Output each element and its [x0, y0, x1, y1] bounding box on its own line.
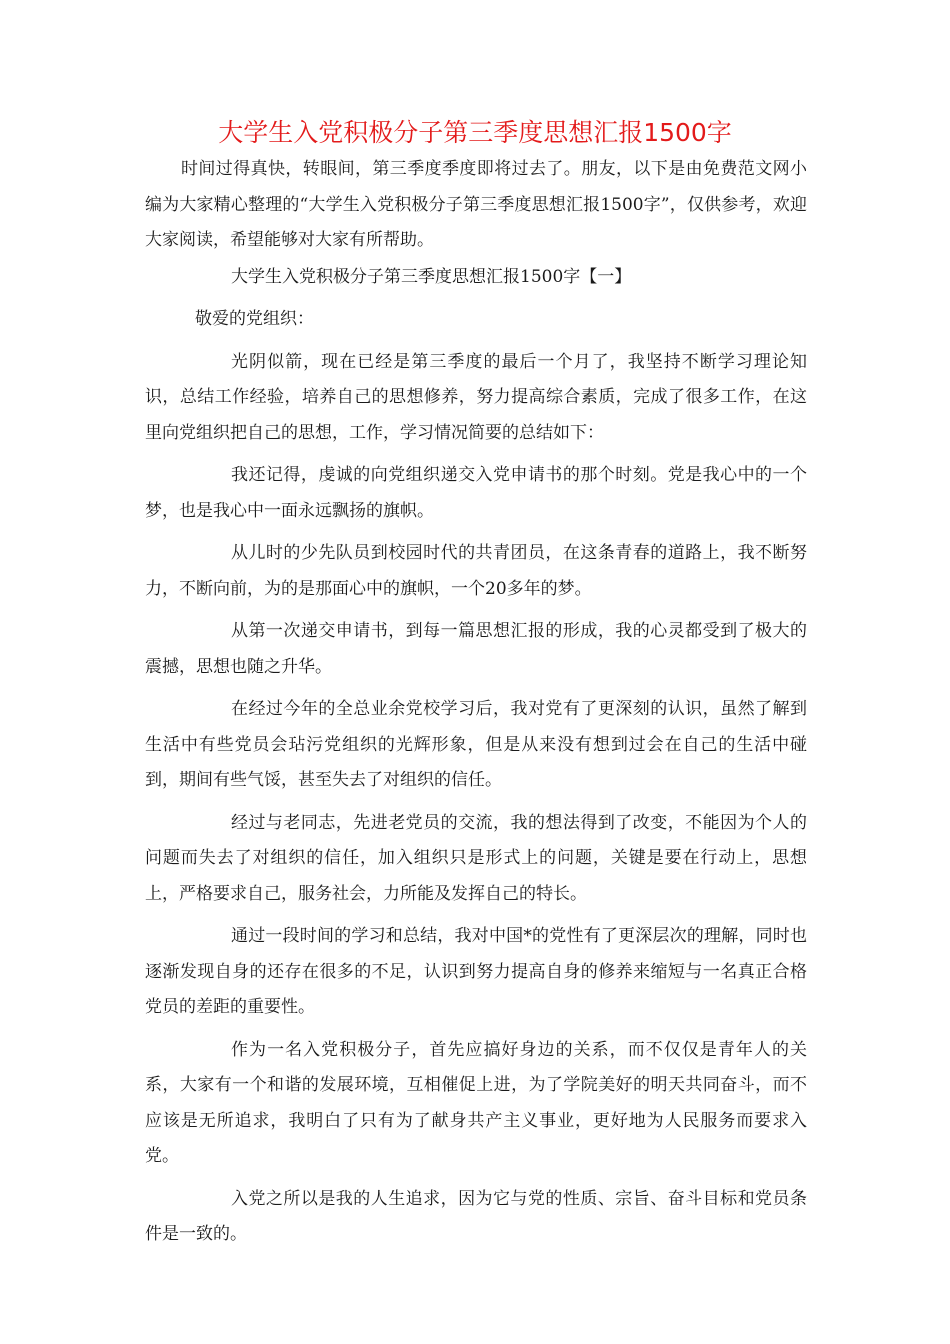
body-paragraph: 在经过今年的全总业余党校学习后，我对党有了更深刻的认识，虽然了解到生活中有些党员会玷污党组织的光辉形象，但是从来没有想到过会在自己的生活中碰到，期间有些气馁，甚至失去了对组织的信任。	[145, 699, 807, 790]
salutation: 敬爱的党组织：	[195, 309, 314, 329]
section-subtitle: 大学生入党积极分子第三季度思想汇报1500字【一】	[231, 266, 632, 287]
body-paragraph: 我还记得，虔诚的向党组织递交入党申请书的那个时刻。党是我心中的一个梦，也是我心中一面永远飘扬的旗帜。	[145, 465, 807, 521]
body-paragraph: 作为一名入党积极分子，首先应搞好身边的关系，而不仅仅是青年人的关系，大家有一个和谐的发展环境，互相催促上进，为了学院美好的明天共同奋斗，而不应该是无所追求，我明白了只有为了献身共产主义事业，更好地为人民服务而要求入党。	[145, 1039, 807, 1166]
body-paragraph: 从第一次递交申请书，到每一篇思想汇报的形成，我的心灵都受到了极大的震撼，思想也随之升华。	[145, 621, 807, 677]
intro-paragraph: 时间过得真快，转眼间，第三季度季度即将过去了。朋友，以下是由免费范文网小编为大家精心整理的“大学生入党积极分子第三季度思想汇报1500字”，仅供参考，欢迎大家阅读，希望能够对大家有所帮助。	[145, 159, 807, 250]
document-body	[145, 152, 807, 1253]
document-title: 大学生入党积极分子第三季度思想汇报1500字	[218, 118, 732, 147]
body-paragraph: 从儿时的少先队员到校园时代的共青团员，在这条青春的道路上，我不断努力，不断向前，为的是那面心中的旗帜，一个20多年的梦。	[145, 543, 807, 599]
body-paragraph: 光阴似箭，现在已经是第三季度的最后一个月了，我坚持不断学习理论知识，总结工作经验，培养自己的思想修养，努力提高综合素质，完成了很多工作，在这里向党组织把自己的思想，工作，学习情况简要的总结如下：	[145, 351, 807, 443]
body-paragraph: 通过一段时间的学习和总结，我对中国*的党性有了更深层次的理解，同时也逐渐发现自身的还存在很多的不足，认识到努力提高自身的修养来缩短与一名真正合格党员的差距的重要性。	[145, 926, 807, 1017]
body-paragraph: 经过与老同志，先进老党员的交流，我的想法得到了改变，不能因为个人的问题而失去了对组织的信任，加入组织只是形式上的问题，关键是要在行动上，思想上，严格要求自己，服务社会，力所能及发挥自己的特长。	[145, 812, 807, 904]
body-paragraph: 入党之所以是我的人生追求，因为它与党的性质、宗旨、奋斗目标和党员条件是一致的。	[145, 1188, 807, 1244]
